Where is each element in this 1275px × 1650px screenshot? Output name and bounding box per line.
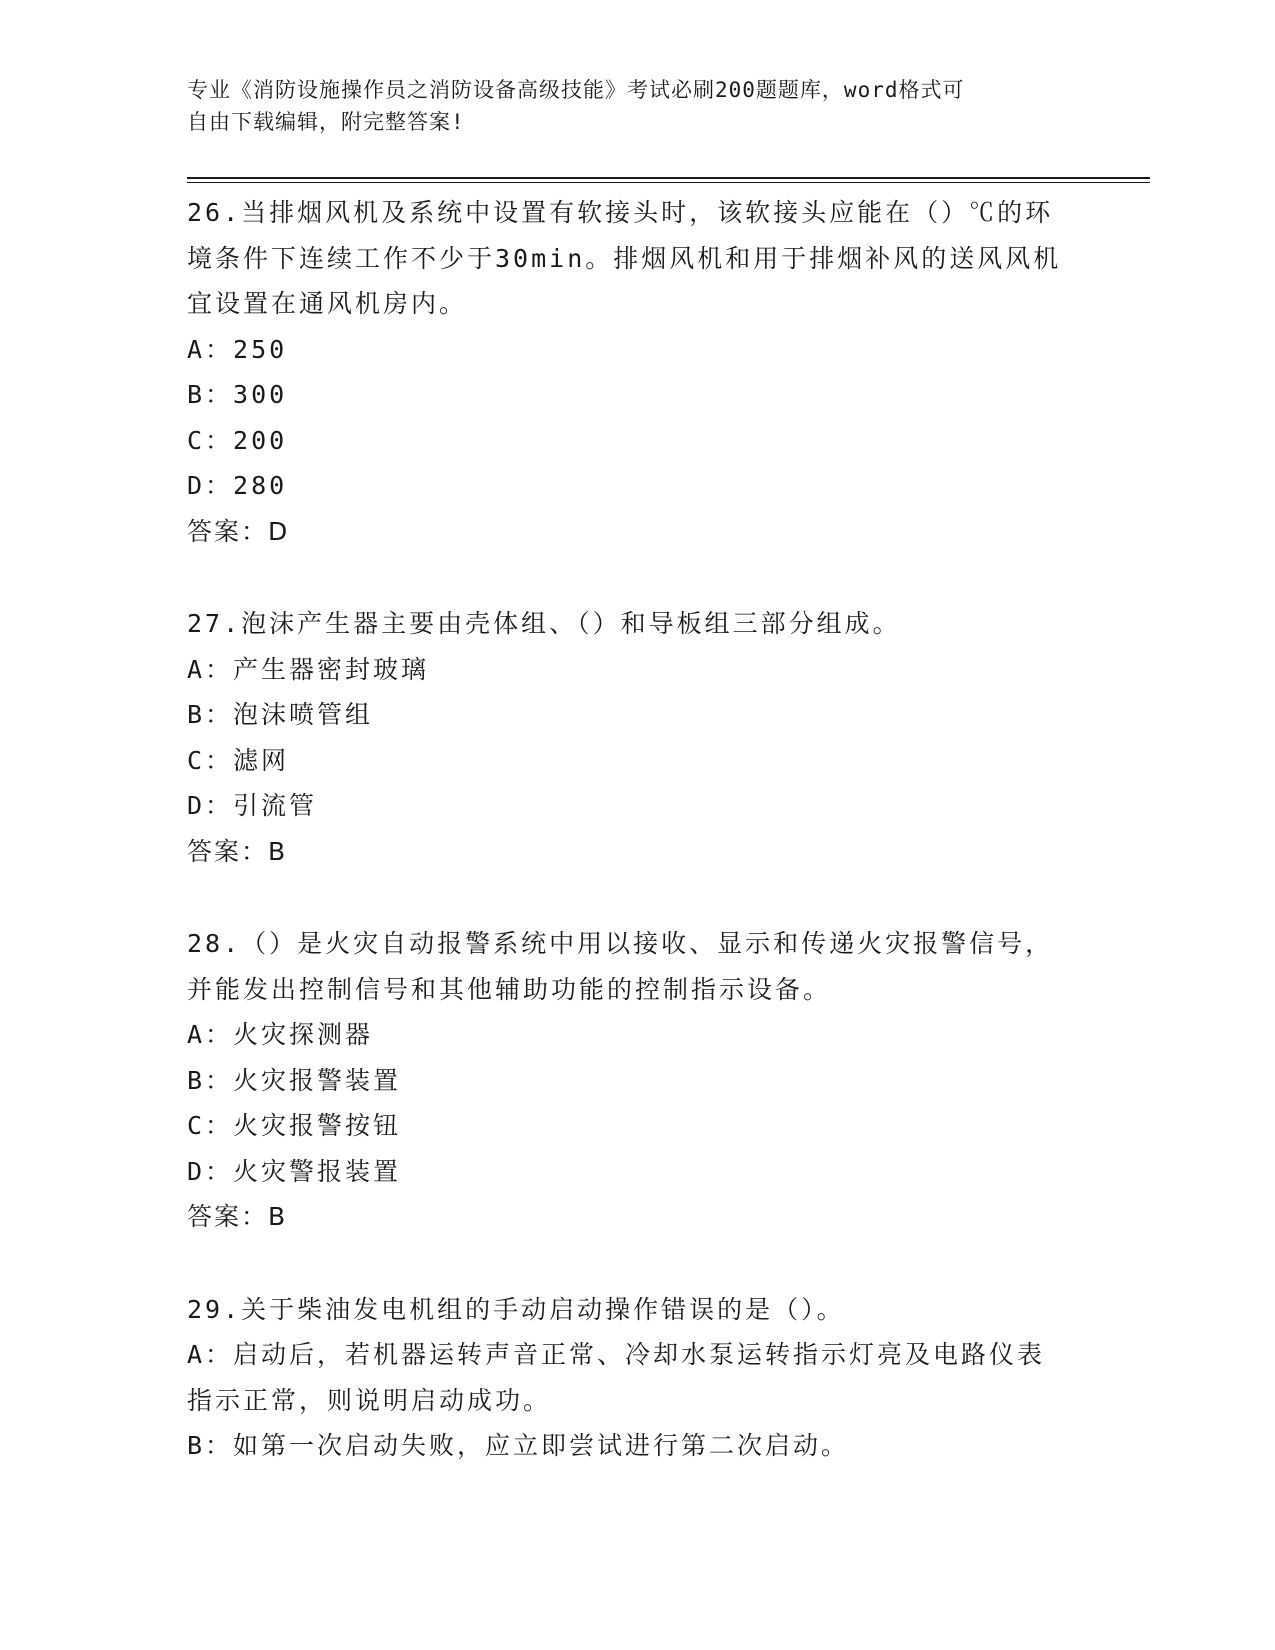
option-c: C：200 bbox=[187, 425, 288, 455]
header-line-2: 自由下载编辑，附完整答案! bbox=[187, 110, 465, 134]
document-header bbox=[187, 74, 1087, 138]
option-d: D：引流管 bbox=[187, 791, 318, 820]
option-b: B：火灾报警装置 bbox=[187, 1065, 402, 1095]
option-a: A：火灾探测器 bbox=[187, 1020, 374, 1049]
option-a: A：250 bbox=[187, 334, 288, 364]
question-26 bbox=[187, 190, 1087, 554]
question-29 bbox=[187, 1287, 1087, 1469]
question-stem-line: 26.当排烟风机及系统中设置有软接头时，该软接头应能在（）℃的环 bbox=[187, 198, 1054, 227]
question-stem-line: 28.（）是火灾自动报警系统中用以接收、显示和传递火灾报警信号， bbox=[187, 929, 1054, 958]
answer-text: 答案：D bbox=[187, 516, 290, 546]
option-b: B：泡沫喷管组 bbox=[187, 700, 374, 729]
option-d: D：280 bbox=[187, 471, 288, 500]
question-stem-line: 宜设置在通风机房内。 bbox=[187, 289, 468, 318]
question-stem-line: 并能发出控制信号和其他辅助功能的控制指示设备。 bbox=[187, 974, 832, 1004]
answer-text: 答案：B bbox=[187, 836, 288, 866]
header-divider-thin bbox=[187, 182, 1150, 183]
option-a-continued: 指示正常，则说明启动成功。 bbox=[187, 1385, 552, 1415]
option-c: C：滤网 bbox=[187, 745, 290, 775]
option-b: B：300 bbox=[187, 380, 288, 409]
answer-text: 答案：B bbox=[187, 1202, 288, 1231]
option-a: A：产生器密封玻璃 bbox=[187, 654, 430, 684]
question-28 bbox=[187, 921, 1087, 1240]
question-stem-line: 境条件下连续工作不少于30min。排烟风机和用于排烟补风的送风风机 bbox=[187, 243, 1062, 273]
option-b: B：如第一次启动失败，应立即尝试进行第二次启动。 bbox=[187, 1431, 850, 1460]
question-27 bbox=[187, 601, 1087, 874]
option-c: C：火灾报警按钮 bbox=[187, 1111, 402, 1140]
header-line-1: 专业《消防设施操作员之消防设备高级技能》考试必刷200题题库，word格式可 bbox=[187, 78, 965, 102]
option-d: D：火灾警报装置 bbox=[187, 1156, 402, 1186]
question-stem-line: 29.关于柴油发电机组的手动启动操作错误的是（）。 bbox=[187, 1294, 845, 1324]
question-list bbox=[187, 190, 1087, 1516]
header-divider-thick bbox=[187, 177, 1150, 179]
question-stem-line: 27.泡沫产生器主要由壳体组、（）和导板组三部分组成。 bbox=[187, 609, 901, 638]
option-a: A：启动后，若机器运转声音正常、冷却水泵运转指示灯亮及电路仪表 bbox=[187, 1340, 1046, 1369]
